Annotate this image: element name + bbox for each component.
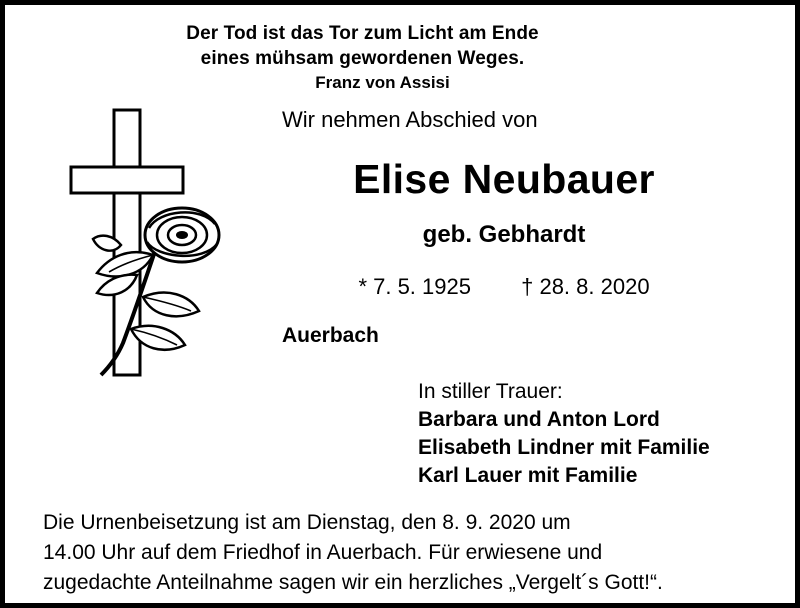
quote-line-2: eines mühsam gewordenen Weges.: [200, 48, 525, 69]
death-date: † 28. 8. 2020: [521, 274, 650, 299]
funeral-notice: [43, 508, 773, 598]
maiden-name: geb. Gebhardt: [422, 221, 586, 248]
cross-icon: [57, 105, 247, 380]
main-text-column: [250, 105, 780, 349]
birth-date: * 7. 5. 1925: [358, 274, 471, 299]
notice-line-1: Die Urnenbeisetzung ist am Dienstag, den 8. 9. 2020 um: [43, 511, 571, 534]
mourner-entry: Elisabeth Lindner mit Familie: [418, 436, 710, 459]
quote-block: [5, 21, 795, 95]
mourners-title: In stiller Trauer:: [418, 380, 563, 403]
mourner-entry: Barbara und Anton Lord: [418, 408, 660, 431]
deceased-name: Elise Neubauer: [353, 156, 655, 202]
rose-flower-icon: [93, 208, 219, 375]
quote-author: Franz von Assisi: [315, 73, 450, 92]
notice-line-3: zugedachte Anteilnahme sagen wir ein herzliches „Vergelt´s Gott!“.: [43, 571, 663, 594]
quote-line-1: Der Tod ist das Tor zum Licht am Ende: [186, 23, 539, 44]
farewell-text: Wir nehmen Abschied von: [282, 107, 538, 132]
cross-and-rose-graphic: [57, 105, 247, 380]
life-dates: [250, 273, 780, 301]
mourners-block: [418, 377, 788, 490]
notice-line-2: 14.00 Uhr auf dem Friedhof in Auerbach. Für erwiesene und: [43, 541, 603, 564]
place-name: Auerbach: [282, 324, 379, 347]
mourner-entry: Karl Lauer mit Familie: [418, 464, 638, 487]
